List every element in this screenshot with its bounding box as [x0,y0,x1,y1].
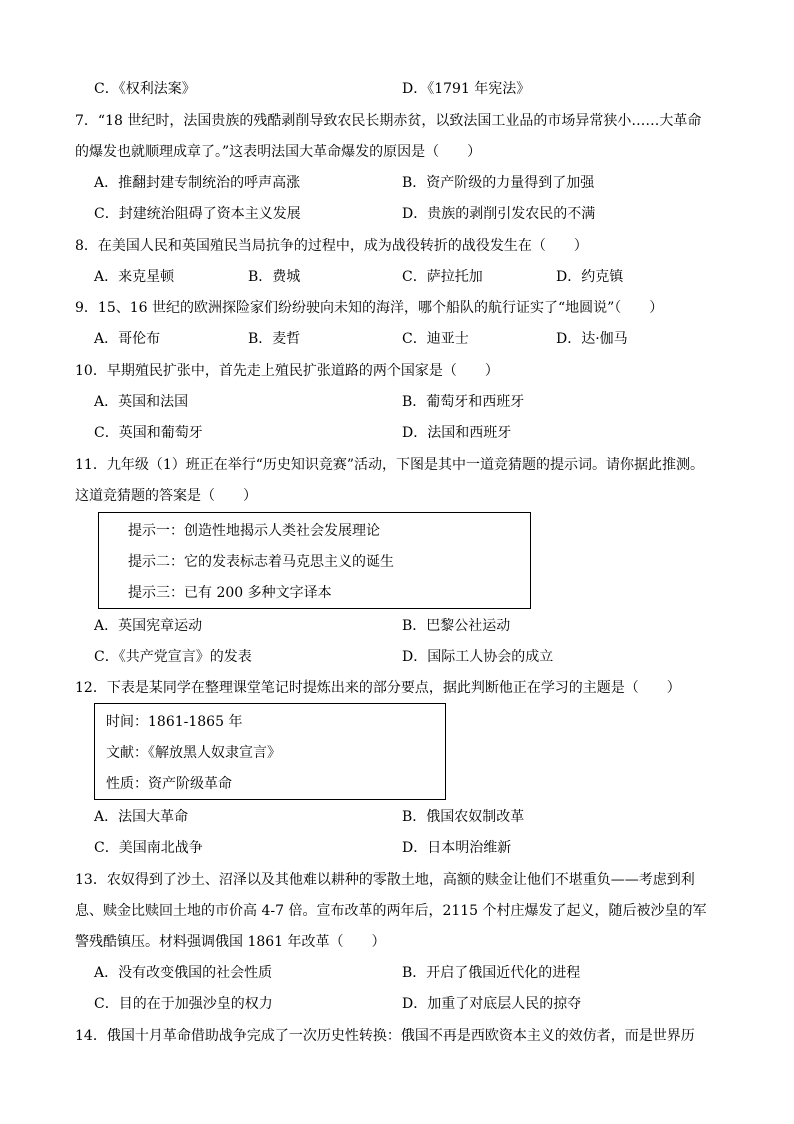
q12-option-b: B．俄国农奴制改革 [402,809,525,825]
q13-stem-line-3: 警残酷镇压。材料强调俄国 1861 年改革（ ） [75,934,386,950]
q9-option-b: B．麦哲 [248,331,301,347]
q7-option-c: C．封建统治阻碍了资本主义发展 [94,206,301,222]
q11-option-a: A．英国宪章运动 [94,618,203,634]
q13-stem-line-2: 息、赎金比赎回土地的市价高 4-7 倍。宣布改革的两年后，2115 个村庄爆发了起义，随后被沙皇的军 [75,903,707,919]
q11-option-d: D．国际工人协会的成立 [402,649,554,665]
q11-hint-3: 提示三：已有 200 多种文字译本 [128,585,332,601]
q11-hint-2: 提示二：它的发表标志着马克思主义的诞生 [128,554,394,570]
q11-hint-1: 提示一：创造性地揭示人类社会发展理论 [128,523,380,539]
q11-hint-box [98,512,531,609]
q12-option-c: C．美国南北战争 [94,840,203,856]
q11-stem-line-1: 11．九年级（1）班正在举行“历史知识竞赛”活动，下图是其中一道竞猜题的提示词。请你据此推测。 [75,457,705,473]
q10-option-c: C．英国和葡萄牙 [94,425,203,441]
q8-option-d: D．约克镇 [556,269,624,285]
q9-option-d: D．达·伽马 [556,331,628,347]
q13-option-d: D．加重了对底层人民的掠夺 [402,996,582,1012]
q7-stem-line-1: 7．“18 世纪时，法国贵族的残酷剥削导致农民长期赤贫，以致法国工业品的市场异常狭小……大革命 [75,113,702,129]
q8-option-a: A．来克星顿 [94,269,175,285]
q8-option-b: B．费城 [248,269,301,285]
q9-option-c: C．迪亚士 [402,331,469,347]
q14-stem-line-1: 14．俄国十月革命借助战争完成了一次历史性转换：俄国不再是西欧资本主义的效仿者，而是世界历 [75,1028,695,1044]
q7-option-b: B．资产阶级的力量得到了加强 [402,175,595,191]
q6-option-c: C．《权利法案》 [94,81,196,97]
q13-stem-line-1: 13．农奴得到了沙土、沼泽以及其他难以耕种的零散土地，高额的赎金让他们不堪重负——考虑到利 [75,872,695,888]
q13-option-b: B．开启了俄国近代化的进程 [402,965,581,981]
q9-option-a: A．哥伦布 [94,331,161,347]
q12-notes-box [94,703,446,800]
q13-option-c: C．目的在于加强沙皇的权力 [94,996,273,1012]
q10-stem: 10．早期殖民扩张中，首先走上殖民扩张道路的两个国家是（ ） [75,363,499,379]
q9-stem: 9．15、16 世纪的欧洲探险家们纷纷驶向未知的海洋，哪个船队的航行证实了“地圆说”（ ） [75,300,664,316]
q10-option-b: B．葡萄牙和西班牙 [402,394,525,410]
q12-note-nature: 性质：资产阶级革命 [106,776,232,792]
q12-note-document: 文献：《解放黑人奴隶宣言》 [106,745,281,761]
q12-stem: 12．下表是某同学在整理课堂笔记时提炼出来的部分要点，据此判断他正在学习的主题是（ ） [75,680,681,696]
q8-option-c: C．萨拉托加 [402,269,483,285]
q7-stem-line-2: 的爆发也就顺理成章了。”这表明法国大革命爆发的原因是（ ） [75,144,482,160]
q13-option-a: A．没有改变俄国的社会性质 [94,965,273,981]
q7-option-a: A．推翻封建专制统治的呼声高涨 [94,175,301,191]
q8-stem: 8．在美国人民和英国殖民当局抗争的过程中，成为战役转折的战役发生在（ ） [75,238,588,254]
q7-option-d: D．贵族的剥削引发农民的不满 [402,206,596,222]
q12-note-time: 时间：1861-1865 年 [106,714,243,730]
q6-option-d: D．《1791 年宪法》 [402,81,531,97]
q10-option-a: A．英国和法国 [94,394,189,410]
q12-option-d: D．日本明治维新 [402,840,512,856]
q11-option-b: B．巴黎公社运动 [402,618,511,634]
q12-option-a: A．法国大革命 [94,809,189,825]
q11-option-c: C．《共产党宣言》的发表 [94,649,252,665]
q10-option-d: D．法国和西班牙 [402,425,512,441]
q11-stem-line-2: 这道竞猜题的答案是（ ） [75,488,257,504]
